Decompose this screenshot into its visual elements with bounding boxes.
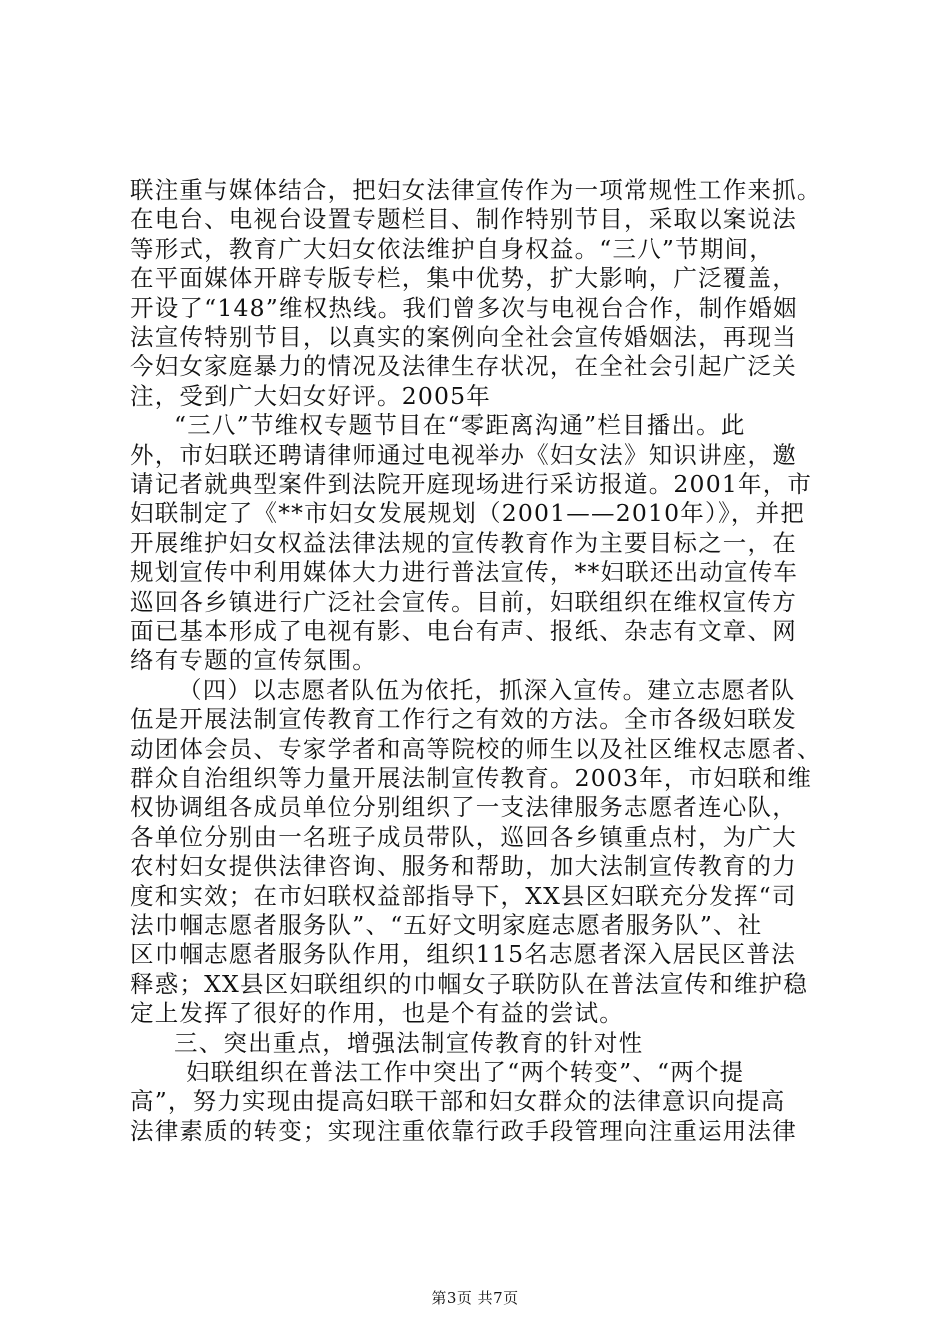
text-line: 请记者就典型案件到法院开庭现场进行采访报道。2001年，市 bbox=[130, 470, 813, 498]
text-line: 注，受到广大妇女好评。2005年 bbox=[130, 381, 492, 410]
text-line: 在电台、电视台设置专题栏目、制作特别节目，采取以案说法 bbox=[130, 205, 797, 234]
text-line: 巡回各乡镇进行广泛社会宣传。目前，妇联组织在维权宣传方 bbox=[130, 587, 797, 616]
text-line: 面已基本形成了电视有影、电台有声、报纸、杂志有文章、网 bbox=[130, 617, 797, 645]
text-line: 定上发挥了很好的作用，也是个有益的尝试。 bbox=[130, 999, 624, 1028]
page-number-footer: 第3页 共7页 bbox=[431, 1289, 519, 1307]
text-line: 等形式，教育广大妇女依法维护自身权益。“三八”节期间， bbox=[130, 234, 774, 263]
text-line: 高”，努力实现由提高妇联干部和妇女群众的法律意识向提高 bbox=[130, 1087, 786, 1116]
text-line: 络有专题的宣传氛围。 bbox=[130, 646, 377, 675]
text-line: 妇联组织在普法工作中突出了“两个转变”、“两个提 bbox=[186, 1058, 745, 1086]
text-line: 联注重与媒体结合，把妇女法律宣传作为一项常规性工作来抓。 bbox=[130, 176, 822, 204]
text-line: 在平面媒体开辟专版专栏，集中优势，扩大影响，广泛覆盖， bbox=[130, 264, 797, 293]
text-line: 各单位分别由一名班子成员带队，巡回各乡镇重点村，为广大 bbox=[130, 822, 797, 851]
section-heading: （四）以志愿者队伍为依托，抓深入宣传。建立志愿者队 bbox=[178, 675, 796, 704]
text-line: 开设了“148”维权热线。我们曾多次与电视台合作，制作婚姻 bbox=[130, 293, 798, 322]
text-line: 度和实效；在市妇联权益部指导下，XX县区妇联充分发挥“司 bbox=[130, 881, 797, 910]
text-line: 权协调组各成员单位分别组织了一支法律服务志愿者连心队， bbox=[130, 793, 797, 822]
text-line: 动团体会员、专家学者和高等院校的师生以及社区维权志愿者、 bbox=[130, 734, 822, 763]
text-line: 法巾帼志愿者服务队”、“五好文明家庭志愿者服务队”、社 bbox=[130, 911, 763, 939]
text-line: 妇联制定了《**市妇女发展规划（2001——2010年）》，并把 bbox=[130, 499, 806, 528]
text-line: “三八”节维权专题节目在“零距离沟通”栏目播出。此 bbox=[174, 411, 746, 440]
text-line: 规划宣传中利用媒体大力进行普法宣传，**妇联还出动宣传车 bbox=[130, 558, 799, 587]
text-line: 释惑；XX县区妇联组织的巾帼女子联防队在普法宣传和维护稳 bbox=[130, 969, 809, 998]
text-line: 法律素质的转变；实现注重依靠行政手段管理向注重运用法律 bbox=[130, 1116, 797, 1145]
text-line: 开展维护妇女权益法律法规的宣传教育作为主要目标之一，在 bbox=[130, 528, 797, 557]
section-heading: 三、突出重点，增强法制宣传教育的针对性 bbox=[174, 1028, 644, 1057]
text-line: 伍是开展法制宣传教育工作行之有效的方法。全市各级妇联发 bbox=[130, 705, 797, 734]
text-line: 法宣传特别节目，以真实的案例向全社会宣传婚姻法，再现当 bbox=[130, 323, 797, 351]
text-line: 群众自治组织等力量开展法制宣传教育。2003年，市妇联和维 bbox=[130, 764, 813, 792]
text-line: 农村妇女提供法律咨询、服务和帮助，加大法制宣传教育的力 bbox=[130, 852, 797, 881]
text-line: 今妇女家庭暴力的情况及法律生存状况，在全社会引起广泛关 bbox=[130, 352, 797, 381]
text-line: 外，市妇联还聘请律师通过电视举办《妇女法》知识讲座，邀 bbox=[130, 440, 797, 469]
text-line: 区巾帼志愿者服务队作用，组织115名志愿者深入居民区普法 bbox=[130, 940, 796, 969]
